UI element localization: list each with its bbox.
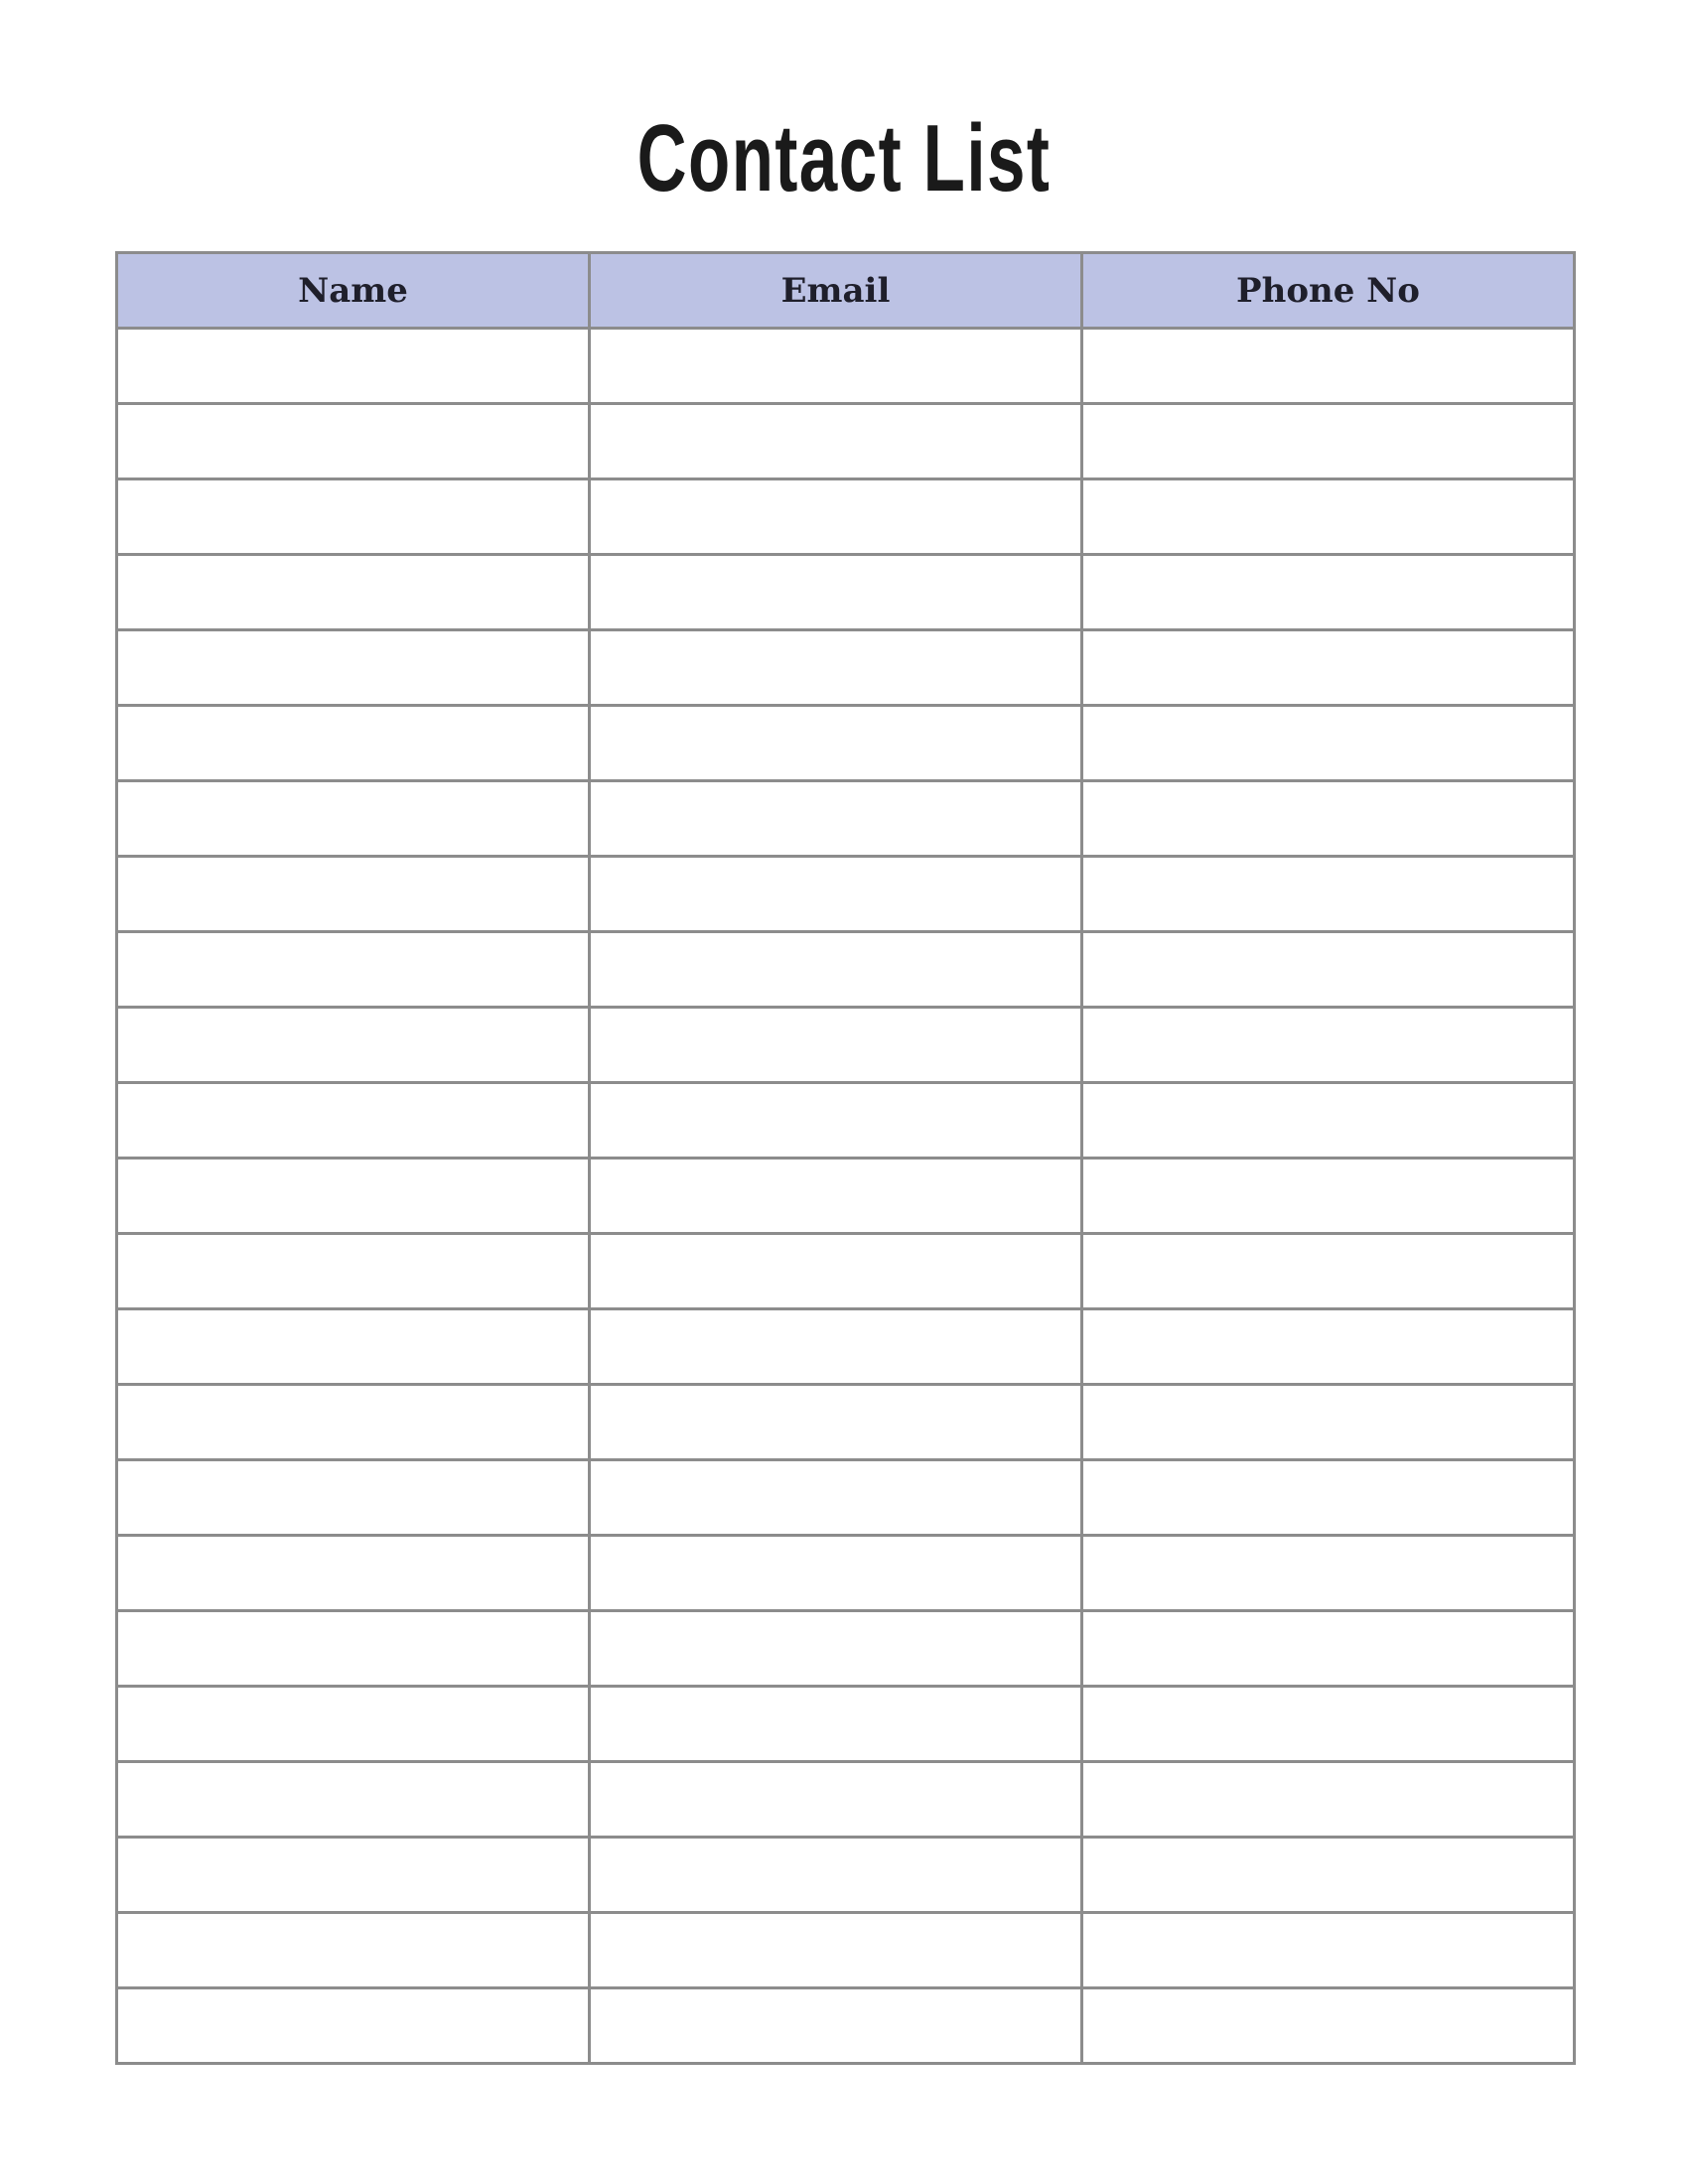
phone-cell[interactable] (1082, 1309, 1575, 1385)
table-row (117, 630, 1575, 706)
phone-cell[interactable] (1082, 1762, 1575, 1838)
email-cell[interactable] (590, 932, 1082, 1008)
column-header-name: Name (117, 253, 590, 329)
phone-cell[interactable] (1082, 932, 1575, 1008)
name-cell[interactable] (117, 630, 590, 706)
name-cell[interactable] (117, 1687, 590, 1762)
phone-cell[interactable] (1082, 1008, 1575, 1083)
email-cell[interactable] (590, 857, 1082, 932)
table-row (117, 404, 1575, 479)
email-cell[interactable] (590, 1762, 1082, 1838)
table-row (117, 1234, 1575, 1309)
name-cell[interactable] (117, 781, 590, 857)
email-cell[interactable] (590, 1988, 1082, 2064)
name-cell[interactable] (117, 404, 590, 479)
phone-cell[interactable] (1082, 479, 1575, 555)
phone-cell[interactable] (1082, 1988, 1575, 2064)
email-cell[interactable] (590, 1460, 1082, 1536)
table-body (117, 329, 1575, 2064)
table-row (117, 1913, 1575, 1988)
name-cell[interactable] (117, 1536, 590, 1611)
email-cell[interactable] (590, 1913, 1082, 1988)
table-row (117, 1988, 1575, 2064)
page-title: Contact List (636, 105, 1052, 211)
email-cell[interactable] (590, 479, 1082, 555)
table-row (117, 932, 1575, 1008)
name-cell[interactable] (117, 1083, 590, 1159)
email-cell[interactable] (590, 404, 1082, 479)
name-cell[interactable] (117, 1838, 590, 1913)
email-cell[interactable] (590, 329, 1082, 404)
email-cell[interactable] (590, 630, 1082, 706)
table-row (117, 1762, 1575, 1838)
table-header-row (117, 253, 1575, 329)
phone-cell[interactable] (1082, 1611, 1575, 1687)
table-row (117, 1159, 1575, 1234)
email-cell[interactable] (590, 706, 1082, 781)
email-cell[interactable] (590, 1008, 1082, 1083)
name-cell[interactable] (117, 479, 590, 555)
table-row (117, 555, 1575, 630)
table-row (117, 1838, 1575, 1913)
name-cell[interactable] (117, 932, 590, 1008)
email-cell[interactable] (590, 1536, 1082, 1611)
table-row (117, 1008, 1575, 1083)
phone-cell[interactable] (1082, 1687, 1575, 1762)
table-row (117, 1385, 1575, 1460)
phone-cell[interactable] (1082, 1234, 1575, 1309)
name-cell[interactable] (117, 857, 590, 932)
phone-cell[interactable] (1082, 329, 1575, 404)
column-header-phone: Phone No (1082, 253, 1575, 329)
phone-cell[interactable] (1082, 1913, 1575, 1988)
phone-cell[interactable] (1082, 630, 1575, 706)
table-row (117, 1460, 1575, 1536)
name-cell[interactable] (117, 1008, 590, 1083)
email-cell[interactable] (590, 1611, 1082, 1687)
name-cell[interactable] (117, 1460, 590, 1536)
table-row (117, 1536, 1575, 1611)
table-row (117, 479, 1575, 555)
email-cell[interactable] (590, 1838, 1082, 1913)
name-cell[interactable] (117, 1611, 590, 1687)
phone-cell[interactable] (1082, 1536, 1575, 1611)
phone-cell[interactable] (1082, 1159, 1575, 1234)
table-row (117, 1083, 1575, 1159)
email-cell[interactable] (590, 1385, 1082, 1460)
phone-cell[interactable] (1082, 1460, 1575, 1536)
email-cell[interactable] (590, 781, 1082, 857)
phone-cell[interactable] (1082, 1838, 1575, 1913)
email-cell[interactable] (590, 1234, 1082, 1309)
name-cell[interactable] (117, 1234, 590, 1309)
email-cell[interactable] (590, 1309, 1082, 1385)
name-cell[interactable] (117, 706, 590, 781)
email-cell[interactable] (590, 1083, 1082, 1159)
phone-cell[interactable] (1082, 706, 1575, 781)
name-cell[interactable] (117, 1988, 590, 2064)
name-cell[interactable] (117, 1159, 590, 1234)
email-cell[interactable] (590, 1687, 1082, 1762)
phone-cell[interactable] (1082, 781, 1575, 857)
table-row (117, 781, 1575, 857)
phone-cell[interactable] (1082, 1385, 1575, 1460)
name-cell[interactable] (117, 1913, 590, 1988)
phone-cell[interactable] (1082, 404, 1575, 479)
name-cell[interactable] (117, 555, 590, 630)
column-header-email: Email (590, 253, 1082, 329)
email-cell[interactable] (590, 1159, 1082, 1234)
name-cell[interactable] (117, 1385, 590, 1460)
table-row (117, 1687, 1575, 1762)
contact-table (115, 251, 1576, 2065)
email-cell[interactable] (590, 555, 1082, 630)
table-row (117, 706, 1575, 781)
table-row (117, 1611, 1575, 1687)
phone-cell[interactable] (1082, 857, 1575, 932)
table-row (117, 857, 1575, 932)
name-cell[interactable] (117, 1762, 590, 1838)
table-row (117, 1309, 1575, 1385)
name-cell[interactable] (117, 329, 590, 404)
phone-cell[interactable] (1082, 555, 1575, 630)
table-row (117, 329, 1575, 404)
phone-cell[interactable] (1082, 1083, 1575, 1159)
name-cell[interactable] (117, 1309, 590, 1385)
